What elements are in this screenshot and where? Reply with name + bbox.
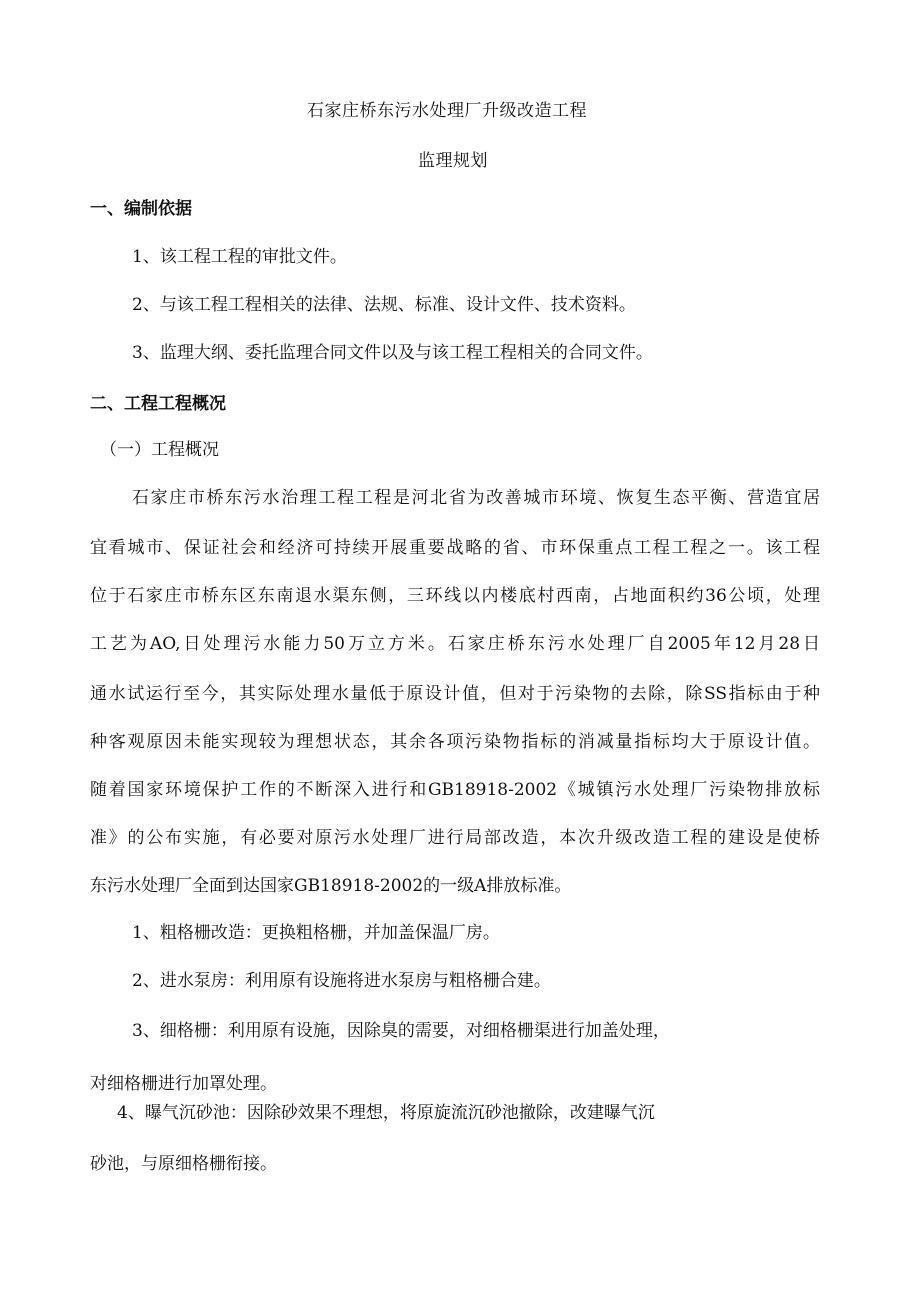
paragraph-line: 工艺为AO,日处理污水能力50万立方米。石家庄桥东污水处理厂自2005年12月28日	[90, 634, 820, 654]
paragraph-line: 石家庄市桥东污水治理工程工程是河北省为改善城市环境、恢复生态平衡、营造宜居	[132, 488, 820, 508]
list-item: 1、该工程工程的审批文件。	[132, 247, 347, 267]
list-item: 4、曝气沉砂池：因除砂效果不理想，将原旋流沉砂池撤除，改建曝气沉	[117, 1103, 655, 1123]
section-heading-1: 一、编制依据	[90, 199, 192, 219]
paragraph-line: 种客观原因未能实现较为理想状态，其余各项污染物指标的消减量指标均大于原设计值。	[90, 732, 820, 752]
paragraph-line: 通水试运行至今，其实际处理水量低于原设计值，但对于污染物的去除，除SS指标由于种	[90, 684, 820, 704]
sub-heading: （一）工程概况	[100, 440, 219, 460]
list-item: 2、与该工程工程相关的法律、法规、标准、设计文件、技术资料。	[132, 295, 636, 315]
list-item: 1、粗格栅改造：更换粗格栅，并加盖保温厂房。	[132, 923, 500, 943]
list-item: 3、细格栅：利用原有设施，因除臭的需要，对细格栅渠进行加盖处理，	[132, 1021, 670, 1041]
paragraph-line: 宜看城市、保证社会和经济可持续开展重要战略的省、市环保重点工程工程之一。该工程	[90, 538, 820, 558]
paragraph-line: 准》的公布实施，有必要对原污水处理厂进行局部改造，本次升级改造工程的建设是使桥	[90, 828, 820, 848]
paragraph-line: 随着国家环境保护工作的不断深入进行和GB18918-2002《城镇污水处理厂污染物排放标	[90, 780, 820, 800]
list-item-continuation: 砂池，与原细格栅衔接。	[90, 1154, 277, 1174]
document-subtitle: 监理规划	[418, 151, 488, 171]
list-item: 3、监理大纲、委托监理合同文件以及与该工程工程相关的合同文件。	[132, 343, 653, 363]
paragraph-line: 东污水处理厂全面到达国家GB18918-2002的一级A排放标准。	[90, 876, 572, 896]
list-item: 2、进水泵房：利用原有设施将进水泵房与粗格栅合建。	[132, 971, 551, 991]
section-heading-2: 二、工程工程概况	[90, 394, 226, 414]
list-item-continuation: 对细格栅进行加罩处理。	[90, 1074, 277, 1094]
paragraph-line: 位于石家庄市桥东区东南退水渠东侧，三环线以内楼底村西南，占地面积约36公顷，处理	[90, 586, 820, 606]
document-title: 石家庄桥东污水处理厂升级改造工程	[307, 101, 587, 121]
